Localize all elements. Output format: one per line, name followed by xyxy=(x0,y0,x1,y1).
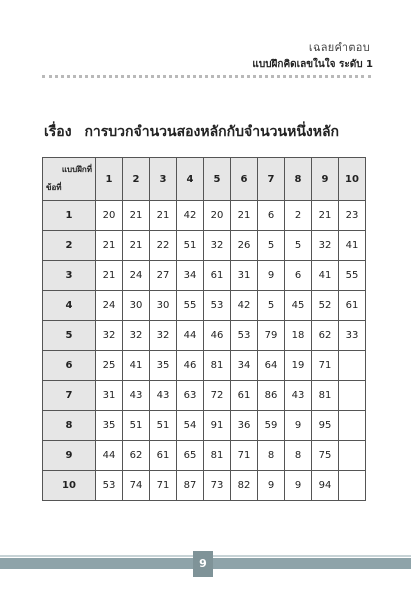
answer-cell: 36 xyxy=(231,411,258,441)
answer-cell: 9 xyxy=(285,471,312,501)
table-corner-cell xyxy=(43,158,96,201)
answer-cell: 44 xyxy=(177,321,204,351)
column-header: 1 xyxy=(96,158,123,201)
answer-cell: 31 xyxy=(96,381,123,411)
answer-cell: 74 xyxy=(123,471,150,501)
answer-cell: 62 xyxy=(123,441,150,471)
answer-cell: 63 xyxy=(177,381,204,411)
column-header: 10 xyxy=(339,158,366,201)
answer-cell: 8 xyxy=(258,441,285,471)
answer-cell: 32 xyxy=(312,231,339,261)
answer-cell: 53 xyxy=(96,471,123,501)
answer-cell: 6 xyxy=(285,261,312,291)
answer-cell: 33 xyxy=(339,321,366,351)
row-label: 9 xyxy=(43,441,96,471)
answer-cell: 9 xyxy=(258,471,285,501)
answer-cell: 75 xyxy=(312,441,339,471)
answer-cell: 91 xyxy=(204,411,231,441)
answer-cell: 21 xyxy=(150,201,177,231)
answer-cell: 35 xyxy=(150,351,177,381)
answer-cell: 61 xyxy=(339,291,366,321)
table-row xyxy=(43,231,366,261)
answer-cell: 64 xyxy=(258,351,285,381)
answer-cell: 43 xyxy=(150,381,177,411)
answer-cell: 82 xyxy=(231,471,258,501)
table-header-row xyxy=(43,158,366,201)
answer-cell: 94 xyxy=(312,471,339,501)
table-row xyxy=(43,471,366,501)
answer-cell: 5 xyxy=(258,291,285,321)
row-label: 7 xyxy=(43,381,96,411)
answer-cell xyxy=(339,351,366,381)
answer-cell: 24 xyxy=(96,291,123,321)
row-label: 4 xyxy=(43,291,96,321)
corner-exercise-label: แบบฝึกที่ xyxy=(61,165,92,174)
answer-cell: 31 xyxy=(231,261,258,291)
answer-cell: 62 xyxy=(312,321,339,351)
answer-cell: 32 xyxy=(123,321,150,351)
answer-cell: 9 xyxy=(258,261,285,291)
answer-cell: 81 xyxy=(312,381,339,411)
row-label: 1 xyxy=(43,201,96,231)
answer-table xyxy=(42,157,366,501)
topic-text: การบวกจำนวนสองหลักกับจำนวนหนึ่งหลัก xyxy=(84,124,340,140)
column-header: 4 xyxy=(177,158,204,201)
row-label: 6 xyxy=(43,351,96,381)
table-row xyxy=(43,261,366,291)
answer-cell: 42 xyxy=(177,201,204,231)
answer-cell: 19 xyxy=(285,351,312,381)
answer-cell: 59 xyxy=(258,411,285,441)
table-row xyxy=(43,321,366,351)
answer-cell: 42 xyxy=(231,291,258,321)
answer-cell: 26 xyxy=(231,231,258,261)
answer-cell: 51 xyxy=(123,411,150,441)
answer-cell: 8 xyxy=(285,441,312,471)
answer-cell: 41 xyxy=(123,351,150,381)
column-header: 2 xyxy=(123,158,150,201)
column-header: 7 xyxy=(258,158,285,201)
answer-cell: 22 xyxy=(150,231,177,261)
answer-cell: 5 xyxy=(258,231,285,261)
answer-cell: 9 xyxy=(285,411,312,441)
answer-cell: 65 xyxy=(177,441,204,471)
table-row xyxy=(43,441,366,471)
answer-cell: 5 xyxy=(285,231,312,261)
topic-label: เรื่อง xyxy=(44,124,72,140)
answer-cell: 23 xyxy=(339,201,366,231)
answer-cell: 21 xyxy=(123,201,150,231)
answer-cell: 87 xyxy=(177,471,204,501)
answer-cell: 55 xyxy=(339,261,366,291)
answer-cell: 21 xyxy=(231,201,258,231)
answer-cell: 30 xyxy=(150,291,177,321)
corner-question-label: ข้อที่ xyxy=(46,183,62,192)
answer-cell: 34 xyxy=(231,351,258,381)
answer-cell: 79 xyxy=(258,321,285,351)
dotted-divider xyxy=(42,75,371,78)
row-label: 5 xyxy=(43,321,96,351)
answer-cell: 61 xyxy=(204,261,231,291)
row-label: 3 xyxy=(43,261,96,291)
answer-cell: 61 xyxy=(150,441,177,471)
answer-cell xyxy=(339,411,366,441)
answer-cell: 21 xyxy=(312,201,339,231)
answer-cell: 53 xyxy=(231,321,258,351)
column-header: 9 xyxy=(312,158,339,201)
answer-cell: 2 xyxy=(285,201,312,231)
answer-cell: 71 xyxy=(150,471,177,501)
answer-cell: 52 xyxy=(312,291,339,321)
table-row xyxy=(43,291,366,321)
answer-cell: 18 xyxy=(285,321,312,351)
answer-cell: 53 xyxy=(204,291,231,321)
row-label: 8 xyxy=(43,411,96,441)
header-subtitle: แบบฝึกคิดเลขในใจ ระดับ 1 xyxy=(252,59,373,70)
answer-cell: 55 xyxy=(177,291,204,321)
table-row xyxy=(43,381,366,411)
column-header: 5 xyxy=(204,158,231,201)
answer-cell: 61 xyxy=(231,381,258,411)
answer-cell: 27 xyxy=(150,261,177,291)
table-row xyxy=(43,201,366,231)
row-label: 10 xyxy=(43,471,96,501)
answer-cell: 32 xyxy=(150,321,177,351)
table-row xyxy=(43,351,366,381)
answer-cell: 41 xyxy=(339,231,366,261)
answer-cell: 81 xyxy=(204,441,231,471)
table-body xyxy=(43,201,366,501)
answer-cell: 25 xyxy=(96,351,123,381)
answer-cell: 30 xyxy=(123,291,150,321)
answer-cell: 24 xyxy=(123,261,150,291)
header-title: เฉลยคำตอบ xyxy=(308,41,370,54)
answer-cell: 20 xyxy=(204,201,231,231)
answer-cell: 51 xyxy=(150,411,177,441)
column-header: 3 xyxy=(150,158,177,201)
answer-cell: 45 xyxy=(285,291,312,321)
topic-heading xyxy=(44,121,339,143)
answer-cell: 20 xyxy=(96,201,123,231)
answer-cell: 43 xyxy=(123,381,150,411)
column-header: 6 xyxy=(231,158,258,201)
answer-cell: 54 xyxy=(177,411,204,441)
answer-cell: 72 xyxy=(204,381,231,411)
answer-cell: 21 xyxy=(96,231,123,261)
answer-cell: 73 xyxy=(204,471,231,501)
answer-cell: 86 xyxy=(258,381,285,411)
answer-cell: 71 xyxy=(312,351,339,381)
answer-cell: 46 xyxy=(204,321,231,351)
answer-cell: 32 xyxy=(96,321,123,351)
answer-cell: 43 xyxy=(285,381,312,411)
answer-cell: 32 xyxy=(204,231,231,261)
answer-cell: 21 xyxy=(123,231,150,261)
answer-cell: 41 xyxy=(312,261,339,291)
answer-cell: 34 xyxy=(177,261,204,291)
answer-cell: 51 xyxy=(177,231,204,261)
page-number-badge: 9 xyxy=(193,551,213,577)
answer-cell: 71 xyxy=(231,441,258,471)
answer-cell xyxy=(339,381,366,411)
row-label: 2 xyxy=(43,231,96,261)
answer-cell xyxy=(339,471,366,501)
answer-cell: 44 xyxy=(96,441,123,471)
answer-cell: 6 xyxy=(258,201,285,231)
answer-cell: 21 xyxy=(96,261,123,291)
column-header: 8 xyxy=(285,158,312,201)
table-row xyxy=(43,411,366,441)
answer-cell: 46 xyxy=(177,351,204,381)
answer-cell: 35 xyxy=(96,411,123,441)
answer-cell xyxy=(339,441,366,471)
answer-cell: 95 xyxy=(312,411,339,441)
answer-cell: 81 xyxy=(204,351,231,381)
